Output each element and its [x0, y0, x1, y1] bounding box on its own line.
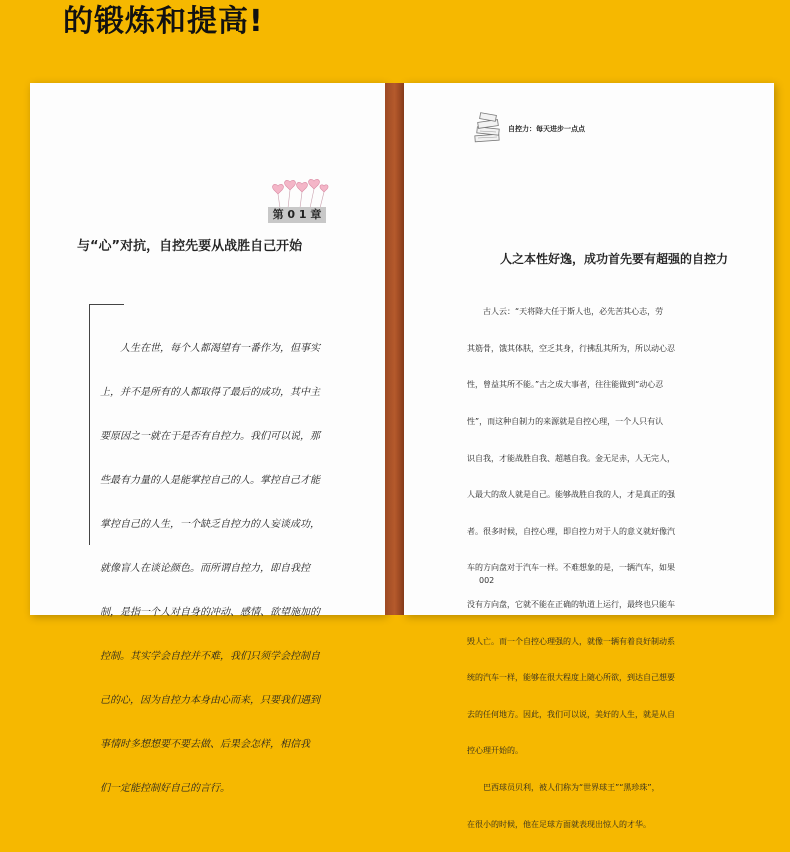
body-line: 就像盲人在谈论颜色。而所谓自控力，即自我控: [100, 563, 310, 574]
body-line: 控制。其实学会自控并不难，我们只须学会控制自: [100, 651, 320, 662]
body-line: 统的汽车一样，能够在很大程度上随心所欲，到达自己想要: [467, 673, 675, 683]
running-header: 自控力：每天进步一点点: [508, 125, 585, 133]
book-stack-icon: [472, 111, 508, 147]
page-number: 002: [479, 576, 495, 585]
body-line: 识自我，才能战胜自我、超越自我。金无足赤，人无完人，: [467, 453, 675, 463]
left-body-text: [100, 316, 345, 822]
body-line: 毁人亡。而一个自控心理强的人，就像一辆有着良好制动系: [467, 636, 675, 646]
banner-text: 的锻炼和提高!: [63, 4, 264, 39]
body-line: 性”，而这种自制力的来源就是自控心理，一个人只有认: [467, 417, 664, 427]
body-line: 其筋骨，饿其体肤，空乏其身，行拂乱其所为，所以动心忍: [467, 343, 675, 353]
body-line: 车的方向盘对于汽车一样。不难想象的是，一辆汽车，如果: [467, 563, 675, 573]
body-line: 人最大的敌人就是自己。能够战胜自我的人，才是真正的强: [467, 490, 675, 500]
body-line: 在很小的时候，他在足球方面就表现出惊人的才华。: [467, 819, 651, 829]
body-line: 己的心，因为自控力本身由心而来，只要我们遇到: [100, 695, 320, 706]
body-line: 人生在世，每个人都渴望有一番作为，但事实: [120, 343, 320, 354]
body-line: 事情时多想想要不要去做、后果会怎样，相信我: [100, 739, 310, 750]
body-line: 些最有力量的人是能掌控自己的人。掌控自己才能: [100, 475, 320, 486]
chapter-badge: 第 0 1 章: [268, 207, 326, 223]
body-line: 没有方向盘，它就不能在正确的轨道上运行，最终也只能车: [467, 600, 675, 610]
book-spine: [385, 83, 404, 615]
body-line: 性，曾益其所不能。”古之成大事者，往往能做到“动心忍: [467, 380, 664, 390]
left-page: [30, 83, 385, 794]
right-page: [404, 83, 774, 829]
body-line: 要原因之一就在于是否有自控力。我们可以说，那: [100, 431, 320, 442]
right-body-text: [467, 285, 725, 852]
body-line: 制，是指一个人对自身的冲动、感情、欲望施加的: [100, 607, 320, 618]
body-line: 者。很多时候，自控心理，即自控力对于人的意义就好像汽: [467, 526, 675, 536]
body-line: 掌控自己的人生，一个缺乏自控力的人妄谈成功，: [100, 519, 320, 530]
body-line: 古人云：“天将降大任于斯人也，必先苦其心志，劳: [483, 307, 664, 317]
body-line: 控心理开始的。: [467, 746, 523, 756]
chapter-title: 与“心”对抗，自控先要从战胜自己开始: [77, 239, 303, 254]
hearts-decoration-icon: [270, 178, 330, 208]
section-title: 人之本性好逸，成功首先要有超强的自控力: [500, 252, 729, 266]
body-line: 去的任何地方。因此，我们可以说，美好的人生，就是从自: [467, 709, 675, 719]
body-line: 上，并不是所有的人都取得了最后的成功，其中主: [100, 387, 320, 398]
body-line: 巴西球员贝利，被人们称为“世界球王”“黑珍珠”，: [483, 783, 660, 793]
body-line: 们一定能控制好自己的言行。: [100, 783, 230, 794]
open-book: [30, 83, 774, 829]
